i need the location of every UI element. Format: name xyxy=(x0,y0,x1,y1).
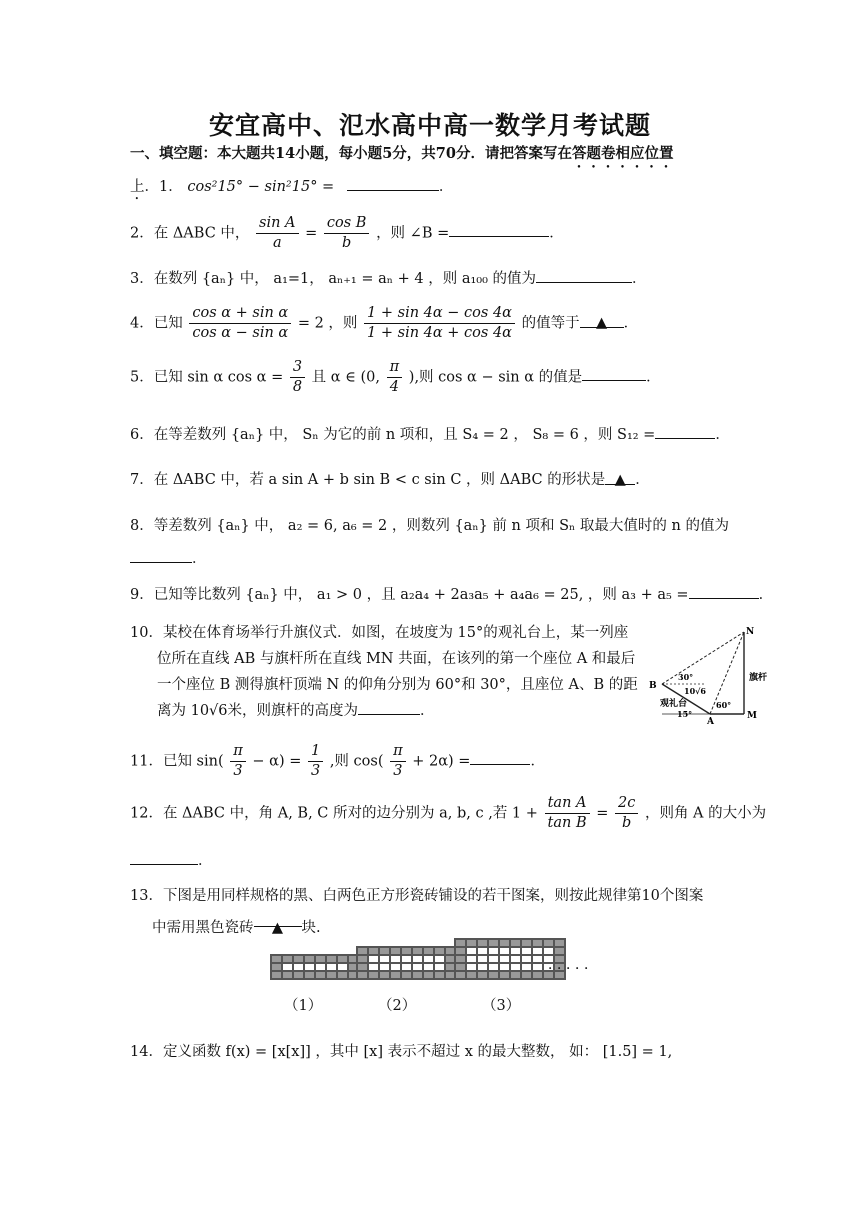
black-tile xyxy=(488,971,499,979)
black-tile xyxy=(499,971,510,979)
question-11: 11．已知 sin( $\frac{\pi}{3}$ − α) = $\frac{1}{3}$ ,则 cos( $\frac{\pi}{3}$ + 2α) = ． xyxy=(130,743,545,779)
black-tile xyxy=(488,939,499,947)
black-tile xyxy=(326,955,337,963)
answer-blank[interactable] xyxy=(470,750,530,765)
black-tile xyxy=(271,963,282,971)
black-tile xyxy=(455,971,466,979)
black-tile xyxy=(379,947,390,955)
black-tile xyxy=(293,971,304,979)
white-tile xyxy=(326,963,337,971)
black-tile xyxy=(466,971,477,979)
question-9: 9．已知等比数列 {aₙ} 中， a₁ > 0 ，且 a₂a₄ + 2a₃a₅ + a₄a₆ = 25, ，则 a₃ + a₅ = ． xyxy=(130,584,773,605)
white-tile xyxy=(412,963,423,971)
black-tile xyxy=(304,955,315,963)
answer-blank[interactable] xyxy=(347,176,439,191)
white-tile xyxy=(477,947,488,955)
flagpole-figure xyxy=(646,622,776,728)
question-4: 4．已知 $\frac{\text{cos α + sin α}}{\text{cos α − sin α}}$ = 2 ，则 $\frac{1 + \sin 4\alpha - \cos 4\alpha}{1 + \sin 4\alpha + \cos 4\alpha}$ 的值等于 ▲ ． xyxy=(130,305,639,341)
label-pole: 旗杆 xyxy=(749,673,768,683)
black-tile xyxy=(412,971,423,979)
black-tile xyxy=(423,947,434,955)
black-tile xyxy=(401,971,412,979)
black-tile xyxy=(521,939,532,947)
white-tile xyxy=(532,963,543,971)
pattern-label-3: （3） xyxy=(482,998,521,1014)
white-tile xyxy=(510,955,521,963)
black-tile xyxy=(315,971,326,979)
black-tile xyxy=(379,971,390,979)
black-tile xyxy=(337,955,348,963)
black-tile xyxy=(357,955,368,963)
white-tile xyxy=(390,963,401,971)
white-tile xyxy=(466,955,477,963)
question-5: 5．已知 sin α cos α = $\frac{3}{8}$ 且 α ∈ (0, $\frac{\pi}{4}$ ),则 cos α − sin α 的值是 ． xyxy=(130,359,661,395)
question-12: 12．在 ΔABC 中，角 A, B, C 所对的边分别为 a, b, c ,若 1 + $\frac{\text{tan A}}{\text{tan B}}$ = $\frac{2c}{b}$ ，则角 A 的大小为 xyxy=(130,795,767,831)
black-tile xyxy=(554,939,565,947)
white-tile xyxy=(477,963,488,971)
answer-blank[interactable]: ▲ xyxy=(580,313,624,328)
answer-blank[interactable] xyxy=(689,584,759,599)
label-angle-15: 15° xyxy=(677,709,693,719)
continuation-dots: ．．．．． xyxy=(548,957,600,973)
white-tile xyxy=(390,955,401,963)
answer-blank[interactable] xyxy=(536,268,632,283)
answer-blank[interactable] xyxy=(582,366,646,381)
white-tile xyxy=(423,955,434,963)
answer-blank[interactable] xyxy=(130,850,198,865)
question-3: 3．在数列 {aₙ} 中， a₁=1， aₙ₊₁ = aₙ + 4 ，则 a₁₀₀ 的值为 ． xyxy=(130,268,647,289)
black-tile xyxy=(532,971,543,979)
white-tile xyxy=(521,963,532,971)
white-tile xyxy=(434,963,445,971)
black-tile xyxy=(271,955,282,963)
white-tile xyxy=(521,955,532,963)
question-12-blank-line: ． xyxy=(130,850,213,871)
pattern-label-1: （1） xyxy=(284,998,323,1014)
label-stand: 观礼台 xyxy=(660,699,688,709)
black-tile xyxy=(271,971,282,979)
white-tile xyxy=(379,963,390,971)
question-7: 7．在 ΔABC 中，若 a sin A + b sin B < c sin C ，则 ΔABC 的形状是 ▲ ． xyxy=(130,472,650,488)
black-tile xyxy=(390,947,401,955)
white-tile xyxy=(423,963,434,971)
answer-blank[interactable]: ▲ xyxy=(605,470,635,485)
black-tile xyxy=(455,963,466,971)
answer-blank[interactable]: ▲ xyxy=(254,912,302,927)
white-tile xyxy=(499,947,510,955)
label-N: N xyxy=(746,627,755,637)
white-tile xyxy=(315,963,326,971)
white-tile xyxy=(368,955,379,963)
white-tile xyxy=(510,947,521,955)
black-tile xyxy=(521,971,532,979)
black-tile xyxy=(510,971,521,979)
black-tile xyxy=(368,971,379,979)
black-tile xyxy=(357,963,368,971)
black-tile xyxy=(293,955,304,963)
question-1: 上．1． cos²15° − sin²15° = ． xyxy=(130,176,453,203)
white-tile xyxy=(337,963,348,971)
black-tile xyxy=(455,955,466,963)
white-tile xyxy=(499,955,510,963)
black-tile xyxy=(455,947,466,955)
white-tile xyxy=(412,955,423,963)
question-13: 13．下图是用同样规格的黑、白两色正方形瓷砖铺设的若干图案，则按此规律第10个图案 中需用黑色瓷砖 ▲ 块. xyxy=(130,888,704,936)
black-tile xyxy=(477,971,488,979)
white-tile xyxy=(488,963,499,971)
question-10: 10．某校在体育场举行升旗仪式．如图，在坡度为 15°的观礼台上，某一列座 位所在直线 AB 与旗杆所在直线 MN 共面，在该列的第一个座位 A 和最后 一个座位 B 测得旗杆顶端 N 的仰角分别为 60°和 30°，且座位 A、B 的距 离为 10√6米，则旗杆的高度为 ． xyxy=(130,625,638,719)
black-tile xyxy=(412,947,423,955)
page-title: 安宜高中、氾水高中高一数学月考试题 xyxy=(208,111,651,140)
black-tile xyxy=(401,947,412,955)
white-tile xyxy=(532,947,543,955)
label-angle-30: 30° xyxy=(678,672,694,682)
black-tile xyxy=(532,939,543,947)
black-tile xyxy=(357,947,368,955)
black-tile xyxy=(466,939,477,947)
white-tile xyxy=(477,955,488,963)
white-tile xyxy=(466,963,477,971)
label-angle-60: 60° xyxy=(716,700,732,710)
white-tile xyxy=(499,963,510,971)
black-tile xyxy=(304,971,315,979)
white-tile xyxy=(401,963,412,971)
label-length: 10√6 xyxy=(684,686,706,696)
white-tile xyxy=(282,963,293,971)
black-tile xyxy=(282,971,293,979)
white-tile xyxy=(466,947,477,955)
answer-blank[interactable] xyxy=(449,222,549,237)
black-tile xyxy=(357,971,368,979)
question-8-blank-line: ． xyxy=(130,548,207,569)
white-tile xyxy=(488,955,499,963)
question-8: 8．等差数列 {aₙ} 中， a₂ = 6, a₆ = 2 ，则数列 {aₙ} 前 n 项和 Sₙ 取最大值时的 n 的值为 xyxy=(130,518,729,534)
tile-pattern-1 xyxy=(270,954,360,980)
question-6: 6．在等差数列 {aₙ} 中， Sₙ 为它的前 n 项和，且 S₄ = 2 ， S₈ = 6 ，则 S₁₂ = ． xyxy=(130,424,730,445)
black-tile xyxy=(282,955,293,963)
white-tile xyxy=(304,963,315,971)
black-tile xyxy=(390,971,401,979)
white-tile xyxy=(488,947,499,955)
black-tile xyxy=(337,971,348,979)
pattern-label-2: （2） xyxy=(378,998,417,1014)
black-tile xyxy=(499,939,510,947)
black-tile xyxy=(455,939,466,947)
section-heading: 一、填空题：本大题共14小题，每小题5分，共70分．请把答案写在答题卷相应位置 xyxy=(130,145,674,162)
black-tile xyxy=(434,971,445,979)
black-tile xyxy=(477,939,488,947)
question-14: 14．定义函数 f(x) = [x[x]] ，其中 [x] 表示不超过 x 的最大整数， 如： [1.5] = 1, xyxy=(130,1044,673,1060)
question-2: 2．在 ΔABC 中， $\frac{\text{sin A}}{a}$ = $\frac{\text{cos B}}{b}$ ，则 ∠B = ． xyxy=(130,215,564,251)
black-tile xyxy=(326,971,337,979)
label-A: A xyxy=(707,717,714,727)
dotted-emphasis: 答题卷相应位置 xyxy=(571,145,674,162)
black-tile xyxy=(423,971,434,979)
answer-blank[interactable] xyxy=(358,700,420,715)
black-tile xyxy=(543,939,554,947)
white-tile xyxy=(293,963,304,971)
answer-blank[interactable] xyxy=(655,424,715,439)
white-tile xyxy=(401,955,412,963)
white-tile xyxy=(368,963,379,971)
black-tile xyxy=(315,955,326,963)
white-tile xyxy=(510,963,521,971)
black-tile xyxy=(434,947,445,955)
black-tile xyxy=(368,947,379,955)
label-M: M xyxy=(747,711,757,721)
label-B: B xyxy=(649,681,657,691)
white-tile xyxy=(379,955,390,963)
white-tile xyxy=(532,955,543,963)
white-tile xyxy=(521,947,532,955)
tile-pattern-2 xyxy=(356,946,457,980)
answer-blank[interactable] xyxy=(130,548,192,563)
white-tile xyxy=(434,955,445,963)
black-tile xyxy=(510,939,521,947)
